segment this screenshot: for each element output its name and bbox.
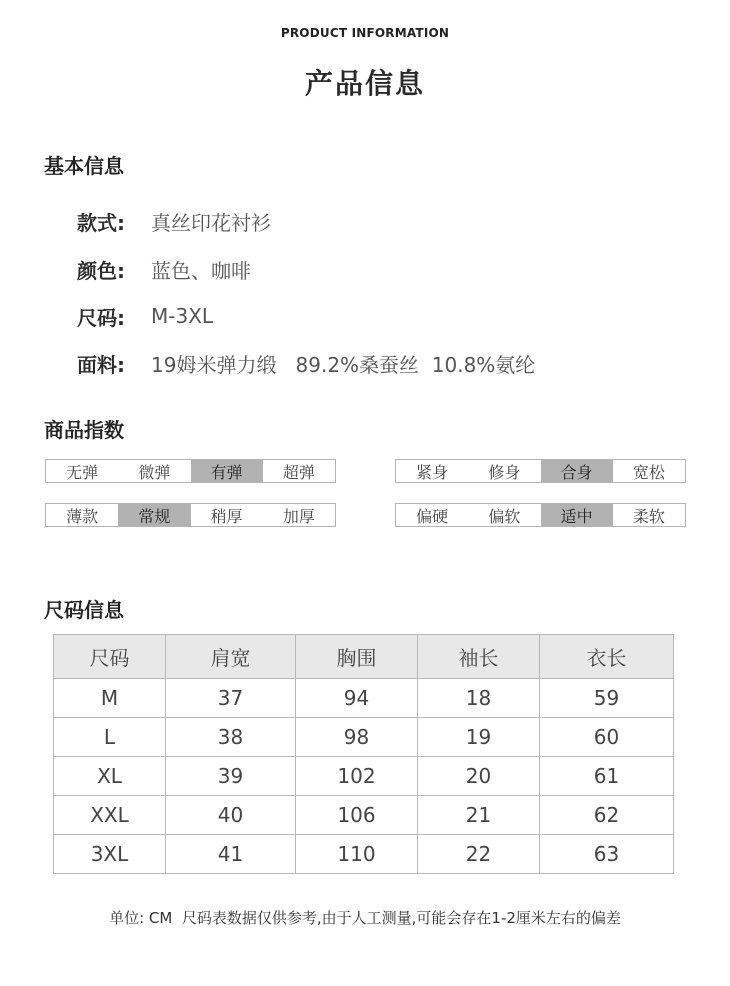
index-option: 偏软: [488, 506, 521, 526]
table-cell: 40: [166, 796, 296, 835]
info-value: 蓝色、咖啡: [151, 258, 251, 283]
index-option: 超弹: [282, 462, 315, 482]
info-row-fabric: [77, 348, 535, 378]
table-cell: 110: [296, 835, 418, 874]
table-cell: XL: [54, 757, 166, 796]
table-cell: 61: [540, 757, 674, 796]
index-option: 合身: [541, 460, 613, 482]
column-header: 尺码: [54, 635, 166, 679]
table-cell: 3XL: [54, 835, 166, 874]
table-cell: L: [54, 718, 166, 757]
info-value: 19姆米弹力缎 89.2%桑蚕丝 10.8%氨纶: [151, 352, 536, 377]
info-label: 尺码:: [77, 305, 125, 330]
table-cell: 38: [166, 718, 296, 757]
table-header-row: [54, 635, 674, 679]
index-option: 无弹: [66, 462, 99, 482]
column-header: 衣长: [540, 635, 674, 679]
eyebrow-text: PRODUCT INFORMATION: [280, 26, 450, 40]
table-cell: 60: [540, 718, 674, 757]
index-option: 宽松: [632, 462, 665, 482]
table-cell: 59: [540, 679, 674, 718]
index-option: 偏硬: [416, 506, 449, 526]
table-row: [54, 757, 674, 796]
footnote: 单位: CM 尺码表数据仅供参考,由于人工测量,可能会存在1-2厘米左右的偏差: [109, 909, 621, 927]
table-cell: 62: [540, 796, 674, 835]
product-index-heading: 商品指数: [44, 418, 124, 442]
index-option: 微弹: [138, 462, 171, 482]
table-cell: XXL: [54, 796, 166, 835]
table-cell: 102: [296, 757, 418, 796]
index-option: 有弹: [191, 460, 263, 482]
table-row: [54, 679, 674, 718]
index-option: 柔软: [632, 506, 665, 526]
index-option: 加厚: [282, 506, 315, 526]
column-header: 袖长: [418, 635, 540, 679]
index-option: 稍厚: [210, 506, 243, 526]
table-cell: 37: [166, 679, 296, 718]
table-row: [54, 835, 674, 874]
index-option: 薄款: [66, 506, 99, 526]
page-title: 产品信息: [304, 67, 425, 100]
table-row: [54, 718, 674, 757]
table-row: [54, 796, 674, 835]
elasticity-index: [45, 459, 336, 483]
column-header: 肩宽: [166, 635, 296, 679]
table-cell: 106: [296, 796, 418, 835]
info-row-style: [77, 206, 271, 236]
info-value: M-3XL: [151, 304, 214, 328]
info-label: 颜色:: [77, 258, 125, 283]
index-option: 常规: [118, 504, 190, 526]
thickness-index: [45, 503, 336, 527]
info-label: 面料:: [77, 352, 125, 377]
table-cell: 19: [418, 718, 540, 757]
index-option: 适中: [541, 504, 613, 526]
softness-index: [395, 503, 686, 527]
table-cell: 21: [418, 796, 540, 835]
table-cell: 63: [540, 835, 674, 874]
table-cell: 98: [296, 718, 418, 757]
fit-index: [395, 459, 686, 483]
table-cell: 39: [166, 757, 296, 796]
info-row-size: [77, 301, 213, 331]
size-table: [53, 634, 674, 874]
table-cell: M: [54, 679, 166, 718]
table-cell: 22: [418, 835, 540, 874]
size-info-heading: 尺码信息: [44, 598, 124, 622]
info-value: 真丝印花衬衫: [151, 210, 271, 235]
basic-info-heading: 基本信息: [44, 154, 124, 178]
column-header: 胸围: [296, 635, 418, 679]
table-cell: 18: [418, 679, 540, 718]
index-option: 修身: [488, 462, 521, 482]
info-row-color: [77, 254, 251, 284]
table-cell: 20: [418, 757, 540, 796]
table-cell: 41: [166, 835, 296, 874]
info-label: 款式:: [77, 210, 125, 235]
table-cell: 94: [296, 679, 418, 718]
index-option: 紧身: [416, 462, 449, 482]
